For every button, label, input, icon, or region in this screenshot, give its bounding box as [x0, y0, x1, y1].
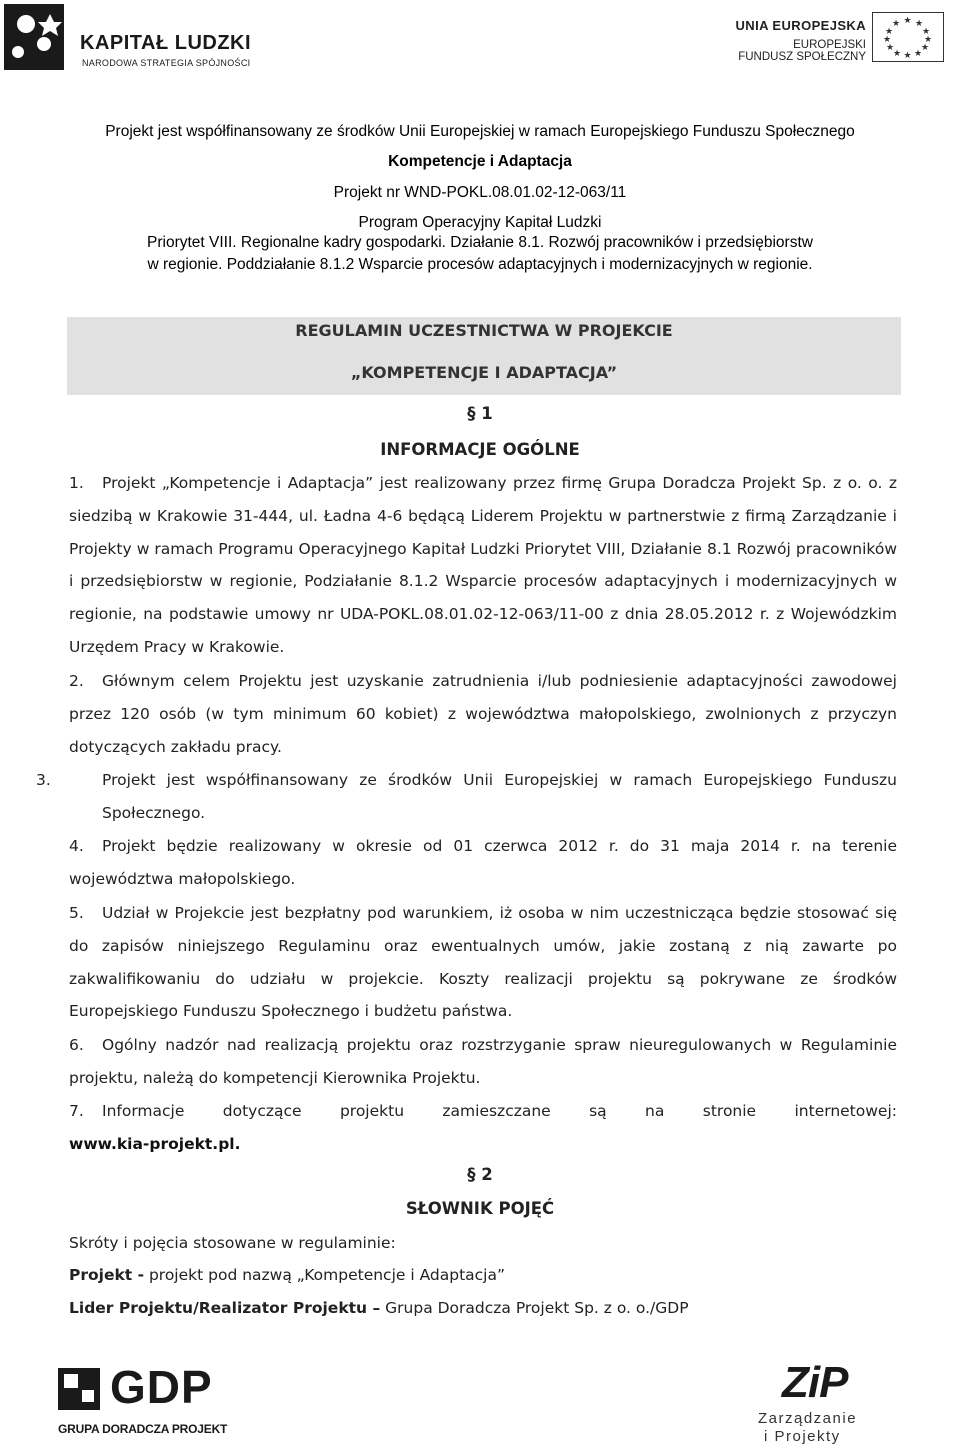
- item-text: Informacje dotyczące projektu zamieszczane są na stronie internetowej:: [102, 1102, 897, 1120]
- svg-text:★: ★: [913, 49, 923, 59]
- glossary-definition-leader: [69, 1299, 689, 1317]
- kapital-ludzki-logo: [4, 4, 266, 70]
- section2-number: § 2: [467, 1165, 493, 1184]
- header-project-number: Projekt nr WND-POKL.08.01.02-12-063/11: [333, 184, 627, 201]
- item-text: Głównym celem Projektu jest uzyskanie zatrudnienia i/lub podniesienie adaptacyjności zawodowej przez 120 osób (w tym minimum 60 kobiet) z województwa małopolskiego, zwolnionych z przyczyn dotyczących zakładu pracy.: [69, 672, 897, 756]
- svg-text:★: ★: [921, 27, 931, 37]
- glossary-definition-project: [69, 1266, 505, 1284]
- header-program-name: Program Operacyjny Kapitał Ludzki: [358, 214, 602, 231]
- item-text: Projekt będzie realizowany w okresie od 01 czerwca 2012 r. do 31 maja 2014 r. na terenie województwa małopolskiego.: [69, 837, 897, 888]
- header-project-name: Kompetencje i Adaptacja: [388, 153, 572, 170]
- header-subaction-line: w regionie. Poddziałanie 8.1.2 Wsparcie procesów adaptacyjnych i modernizacyjnych w regionie.: [147, 256, 813, 273]
- section2-heading: SŁOWNIK POJĘĆ: [405, 1199, 555, 1218]
- eu-flag-icon: [872, 12, 944, 62]
- glossary-description: projekt pod nazwą „Kompetencje i Adaptacja”: [144, 1266, 506, 1284]
- item-text: Projekt jest współfinansowany ze środków Unii Europejskiej w ramach Europejskiego Funduszu Społecznego.: [102, 771, 897, 822]
- svg-text:★: ★: [884, 27, 894, 37]
- section1-item-4: [69, 830, 897, 896]
- item-number: 7.: [69, 1102, 84, 1120]
- glossary-intro: Skróty i pojęcia stosowane w regulaminie:: [69, 1234, 396, 1252]
- section1-item-3: [36, 764, 897, 830]
- kapital-ludzki-emblem-icon: [4, 4, 64, 70]
- header-cofinancing-line: Projekt jest współfinansowany ze środków Unii Europejskiej w ramach Europejskiego Funduszu Społecznego: [105, 123, 855, 140]
- section1-item-1: [69, 467, 897, 664]
- zip-logo-line1: Zarządzanie: [758, 1410, 858, 1427]
- gdp-logo: [58, 1362, 248, 1442]
- item-text: Ogólny nadzór nad realizacją projektu oraz rozstrzyganie spraw nieuregulowanych w Regulaminie projektu, należą do kompetencji Kierownika Projektu.: [69, 1036, 897, 1087]
- document-subtitle: „KOMPETENCJE I ADAPTACJA”: [350, 363, 618, 382]
- svg-text:★: ★: [882, 35, 892, 45]
- svg-text:★: ★: [923, 35, 933, 45]
- header-priority-line: Priorytet VIII. Regionalne kadry gospodarki. Działanie 8.1. Rozwój pracowników i przedsiębiorstw: [147, 234, 813, 251]
- document-title: REGULAMIN UCZESTNICTWA W PROJEKCIE: [295, 321, 673, 340]
- item-number: 3.: [36, 771, 51, 789]
- item-number: 6.: [69, 1036, 84, 1054]
- section1-number: § 1: [467, 404, 493, 423]
- item-text: Projekt „Kompetencje i Adaptacja” jest realizowany przez firmę Grupa Doradcza Projekt Sp. z o. o. z siedzibą w Krakowie 31-444, ul. Ładna 4-6 będącą Liderem Projektu w partnerstwie z firmą Zarządzanie i Projekty w ramach Programu Operacyjnego Kapitał Ludzki Priorytet VIII, Działanie 8.1 Rozwój pracowników i przedsiębiorstw w regionie, Podziałanie 8.1.2 Wsparcie procesów adaptacyjnych i modernizacyjnych w regionie, na podstawie umowy nr UDA-POKL.08.01.02-12-063/11-00 z dnia 28.05.2012 r. z Wojewódzkim Urzędem Pracy w Krakowie.: [69, 474, 897, 656]
- section1-heading: INFORMACJE OGÓLNE: [380, 440, 580, 459]
- gdp-logo-subtitle: GRUPA DORADCZA PROJEKT: [58, 1422, 228, 1436]
- svg-text:★: ★: [891, 19, 901, 29]
- item-text: Udział w Projekcie jest bezpłatny pod warunkiem, iż osoba w nim uczestnicząca będzie stosować się do zapisów niniejszego Regulaminu oraz ewentualnych umów, jakie zostaną z nią zawarte po zakwalifikowaniu do udziału w projekcie. Koszty realizacji projektu są pokrywane ze środków Europejskiego Funduszu Społecznego i budżetu państwa.: [69, 904, 897, 1021]
- glossary-term: Lider Projektu/Realizator Projektu –: [69, 1299, 381, 1317]
- svg-text:★: ★: [885, 43, 895, 53]
- svg-text:★: ★: [920, 43, 930, 53]
- section1-item-5: [69, 897, 897, 1028]
- eu-logo-text: [736, 18, 866, 63]
- item-number: 2.: [69, 672, 84, 690]
- glossary-term: Projekt -: [69, 1266, 145, 1284]
- zip-logo-title: ZiP: [782, 1358, 848, 1407]
- item-number: 4.: [69, 837, 84, 855]
- kapital-ludzki-title: KAPITAŁ LUDZKI: [80, 32, 252, 54]
- gdp-mark-icon: [58, 1368, 100, 1410]
- svg-text:★: ★: [914, 19, 924, 29]
- glossary-description: Grupa Doradcza Projekt Sp. z o. o./GDP: [380, 1299, 689, 1317]
- svg-text:★: ★: [903, 16, 912, 26]
- svg-text:★: ★: [903, 51, 912, 60]
- kapital-ludzki-subtitle: NARODOWA STRATEGIA SPÓJNOŚCI: [82, 58, 251, 68]
- svg-text:★: ★: [892, 49, 902, 59]
- item-number: 1.: [69, 474, 84, 492]
- eu-logo-line3: FUNDUSZ SPOŁECZNY: [738, 51, 866, 63]
- eu-logo-line1: UNIA EUROPEJSKA: [735, 18, 866, 33]
- item-number: 5.: [69, 904, 84, 922]
- section1-item-2: [69, 665, 897, 763]
- eu-logo: [735, 12, 944, 74]
- eu-logo-line2: EUROPEJSKI: [793, 39, 866, 51]
- gdp-logo-title: GDP: [110, 1361, 213, 1413]
- zip-logo: [754, 1358, 904, 1446]
- section1-item-6: [69, 1029, 897, 1095]
- document-title-box: [67, 317, 901, 395]
- section1-item-7: [69, 1095, 897, 1128]
- project-website-link[interactable]: www.kia-projekt.pl.: [69, 1135, 241, 1153]
- zip-logo-line2: i Projekty: [764, 1428, 841, 1445]
